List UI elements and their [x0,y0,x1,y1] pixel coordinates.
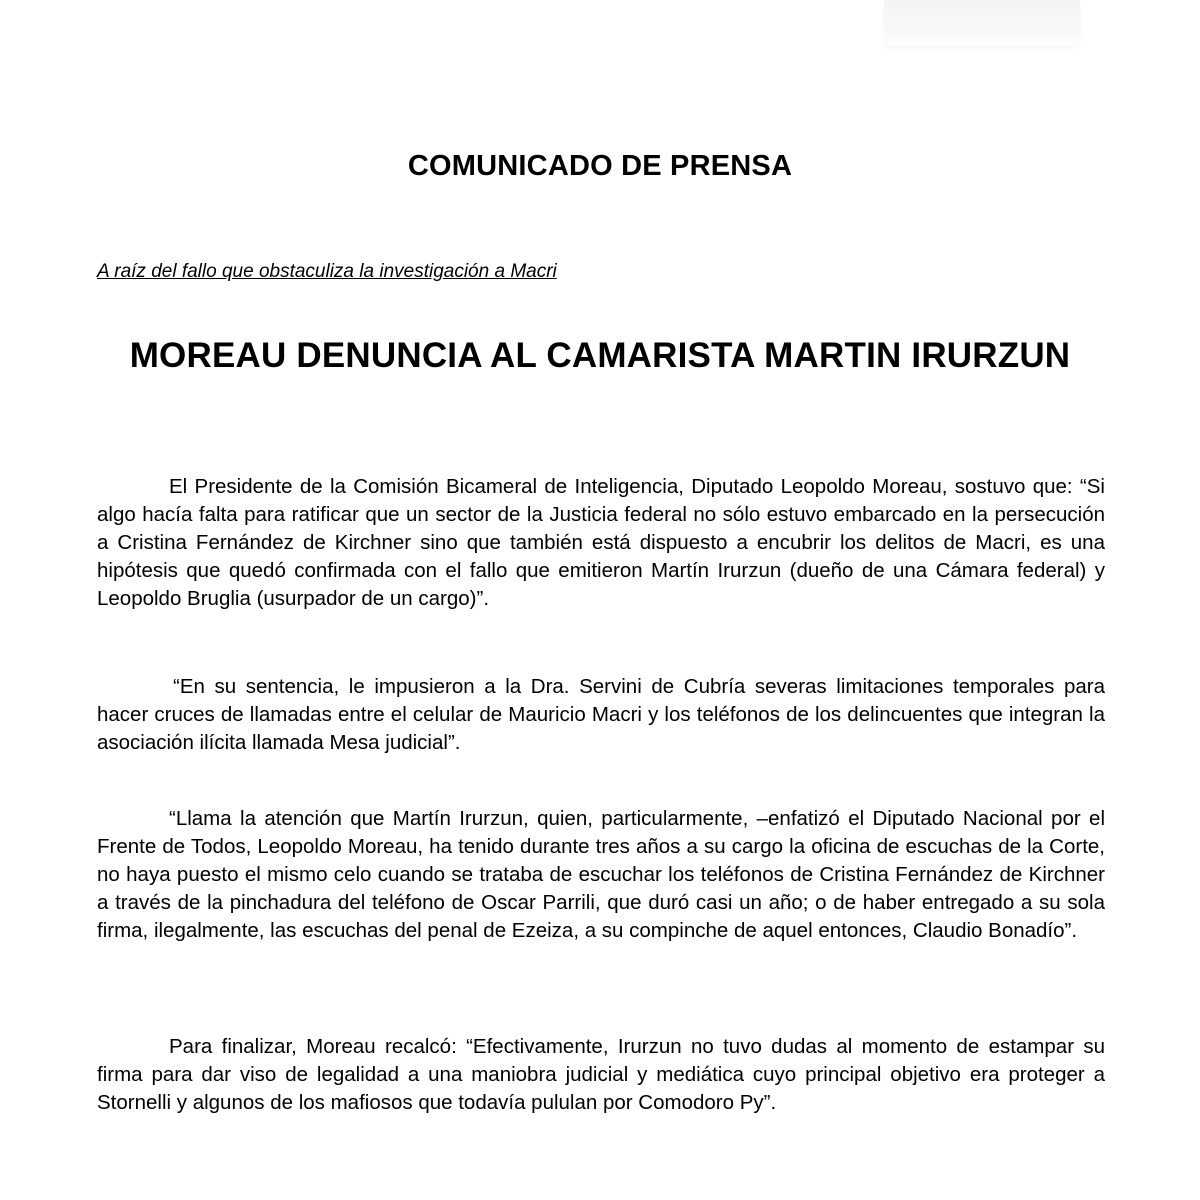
paragraph-2: “En su sentencia, le impusieron a la Dra. Servini de Cubría severas limitaciones temporales para hacer cruces de llamadas entre el celular de Mauricio Macri y los teléfonos de los delincuentes que integran la asociación ilícita llamada Mesa judicial”. [97,675,1105,754]
page-corner-shadow [884,0,1080,46]
paragraph-3: “Llama la atención que Martín Irurzun, quien, particularmente, –enfatizó el Diputado Nacional por el Frente de Todos, Leopoldo Moreau, ha tenido durante tres años a su cargo la oficina de escuchas de la Corte, no haya puesto el mismo celo cuando se trataba de escuchar los teléfonos de Cristina Fernández de Kirchner a través de la pinchadura del teléfono de Oscar Parrili, que duró casi un año; o de haber entregado a su sola firma, ilegalmente, las escuchas del penal de Ezeiza, a su compinche de aquel entonces, Claudio Bonadío”. [97,807,1105,942]
headline: MOREAU DENUNCIA AL CAMARISTA MARTIN IRURZUN [129,336,1071,375]
document-type-heading: COMUNICADO DE PRENSA [407,150,793,182]
paragraph-4: Para finalizar, Moreau recalcó: “Efectivamente, Irurzun no tuvo dudas al momento de estampar su firma para dar viso de legalidad a una maniobra judicial y mediática cuyo principal objetivo era proteger a Stornelli y algunos de los mafiosos que todavía pululan por Comodoro Py”. [97,1035,1105,1114]
subtitle: A raíz del fallo que obstaculiza la investigación a Macri [97,261,557,282]
paragraph-1: El Presidente de la Comisión Bicameral de Inteligencia, Diputado Leopoldo Moreau, sostuvo que: “Si algo hacía falta para ratificar que un sector de la Justicia federal no sólo estuvo embarcado en la persecución a Cristina Fernández de Kirchner sino que también está dispuesto a encubrir los delitos de Macri, es una hipótesis que quedó confirmada con el fallo que emitieron Martín Irurzun (dueño de una Cámara federal) y Leopoldo Bruglia (usurpador de un cargo)”. [97,475,1105,610]
